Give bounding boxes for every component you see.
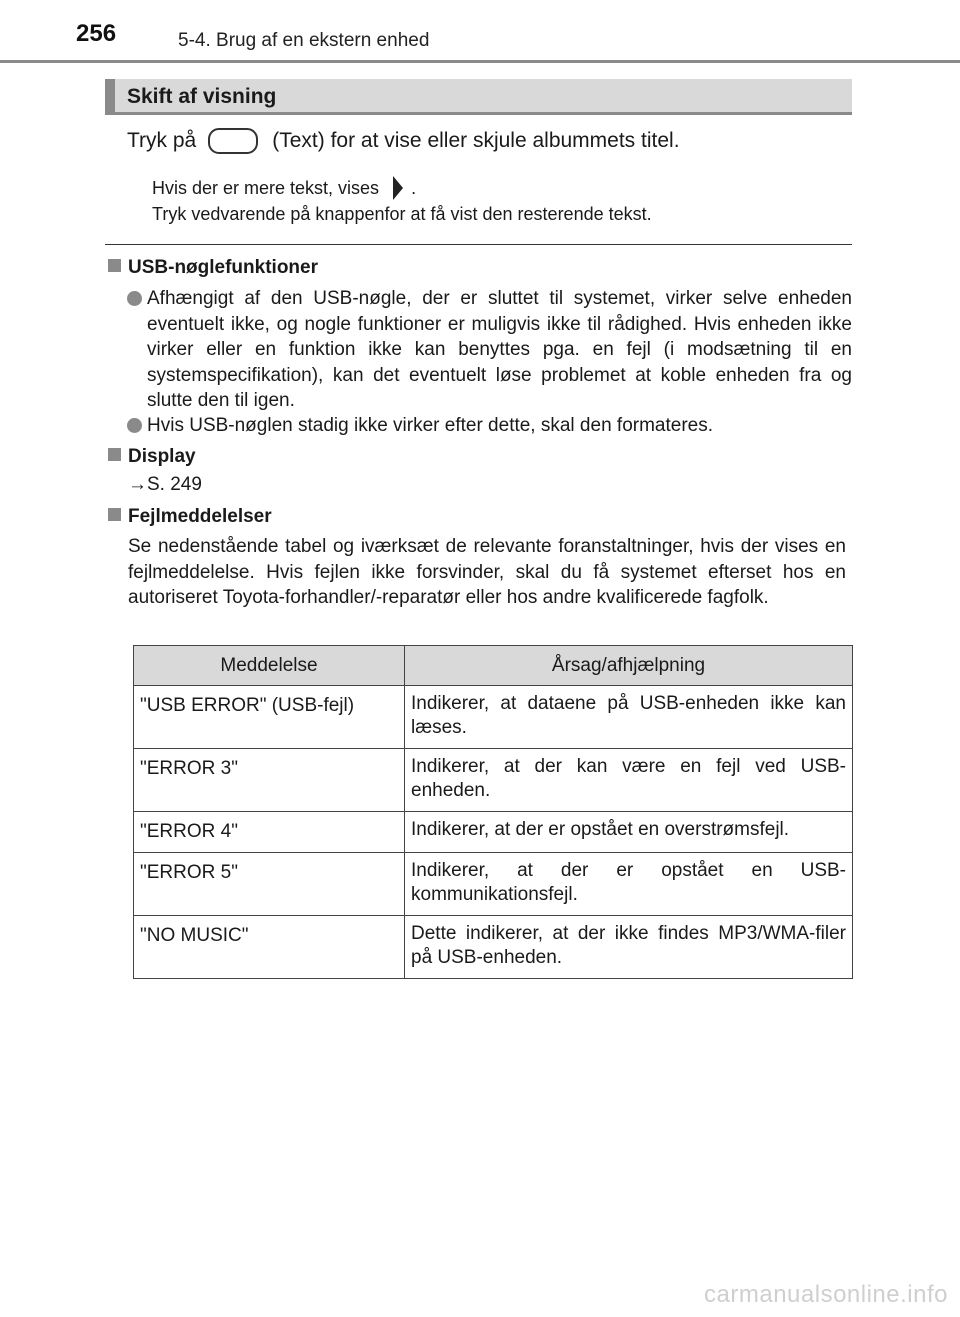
- table-header-row: [134, 646, 853, 686]
- table-cell-cause: Dette indikerer, at der ikke findes MP3/WMA-filer på USB-enheden.: [405, 916, 853, 979]
- table-row: [134, 916, 853, 979]
- section-heading-bar: [105, 79, 852, 115]
- table-cell-cause: Indikerer, at der er opstået en USB-kommunikationsfejl.: [405, 853, 853, 916]
- usb-bullet-2: [127, 413, 852, 439]
- table-cell-cause: Indikerer, at dataene på USB-enheden ikke kan læses.: [405, 686, 853, 749]
- instruction-line: [127, 128, 680, 154]
- table-row: [134, 853, 853, 916]
- page-reference-link[interactable]: →S. 249: [128, 474, 202, 495]
- note-hold-button: Tryk vedvarende på knappenfor at få vist den resterende tekst.: [152, 204, 652, 224]
- table-row: [134, 812, 853, 853]
- text-button-icon: [208, 128, 258, 154]
- table-row: [134, 686, 853, 749]
- table-cell-message: "USB ERROR" (USB-fejl): [134, 686, 405, 749]
- table-header-cause: Årsag/afhjælpning: [405, 646, 853, 686]
- errors-heading: [108, 506, 272, 528]
- table-cell-message: "ERROR 3": [134, 749, 405, 812]
- note-more-text: [152, 176, 416, 200]
- square-bullet-icon: [108, 508, 121, 521]
- errors-heading-text: Fejlmeddelelser: [128, 506, 272, 527]
- table-cell-message: "ERROR 4": [134, 812, 405, 853]
- right-arrow-icon: [393, 176, 403, 200]
- page-number: 256: [76, 20, 117, 47]
- display-heading: [108, 446, 196, 468]
- table-cell-cause: Indikerer, at der kan være en fejl ved USB-enheden.: [405, 749, 853, 812]
- usb-heading-text: USB-nøglefunktioner: [128, 257, 318, 278]
- instruction-after: (Text) for at vise eller skjule albummets titel.: [272, 129, 680, 152]
- note-more-text-after: .: [411, 177, 417, 198]
- usb-heading: [108, 257, 318, 279]
- usb-bullet-2-text: Hvis USB-nøglen stadig ikke virker efter dette, skal den formateres.: [147, 415, 714, 436]
- display-heading-text: Display: [128, 446, 196, 467]
- circle-bullet-icon: [127, 418, 142, 433]
- section-accent: [105, 79, 115, 112]
- watermark: carmanualsonline.info: [704, 1281, 948, 1308]
- errors-intro: Se nedenstående tabel og iværksæt de relevante foranstaltninger, hvis der vises en fejlmeddelelse. Hvis fejlen ikke forsvinder, skal du få systemet efterset hos en autoriseret Toyota-forhandler/-reparatør eller hos andre kvalificerede fagfolk.: [128, 536, 846, 609]
- section-divider: [105, 244, 852, 245]
- chapter-title: 5-4. Brug af en ekstern enhed: [178, 30, 430, 51]
- usb-bullet-1: [127, 286, 852, 414]
- note-more-text-before: Hvis der er mere tekst, vises: [152, 177, 380, 198]
- table-cell-message: "ERROR 5": [134, 853, 405, 916]
- table-header-message: Meddelelse: [134, 646, 405, 686]
- section-title: Skift af visning: [127, 85, 277, 108]
- square-bullet-icon: [108, 448, 121, 461]
- usb-bullet-1-text: Afhængigt af den USB-nøgle, der er sluttet til systemet, virker selve enheden eventuelt ikke, og nogle funktioner er muligvis ikke til rådighed. Hvis enheden ikke virker eller en funktion ikke kan benyttes pga. en fejl (i modsætning til en systemspecifikation), kan det eventuelt løse problemet at koble enheden fra og slutte den til igen.: [147, 288, 852, 411]
- header-divider: [0, 60, 960, 63]
- table-cell-cause: Indikerer, at der er opstået en overstrømsfejl.: [405, 812, 853, 853]
- table-row: [134, 749, 853, 812]
- error-table: [133, 645, 853, 979]
- square-bullet-icon: [108, 259, 121, 272]
- table-cell-message: "NO MUSIC": [134, 916, 405, 979]
- instruction-before: Tryk på: [127, 129, 197, 152]
- circle-bullet-icon: [127, 291, 142, 306]
